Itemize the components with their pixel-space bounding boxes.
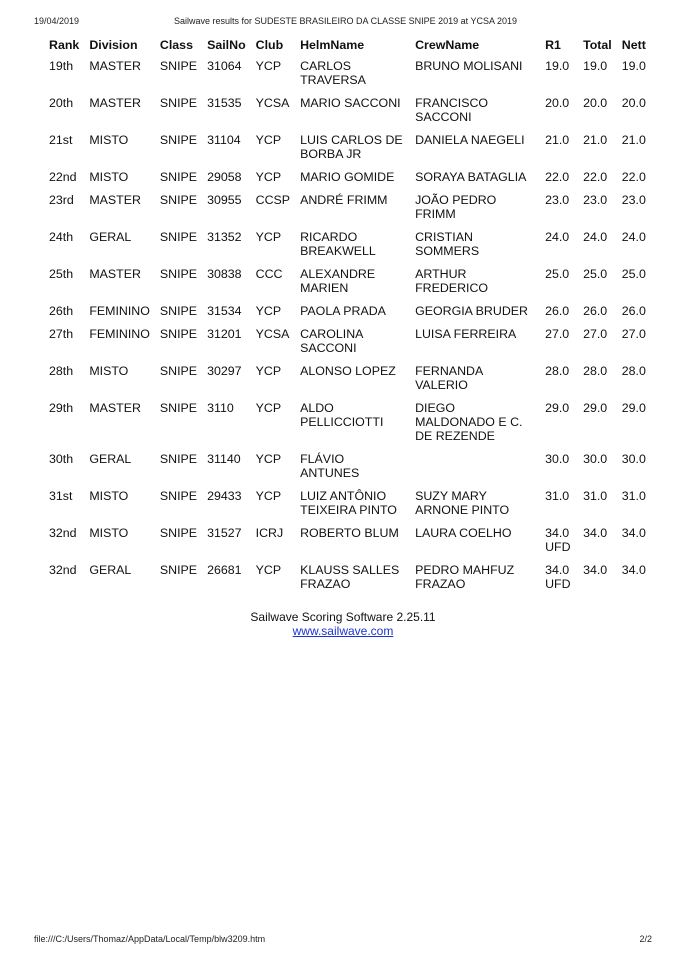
- cell-helm: ANDRÉ FRIMM: [300, 193, 388, 207]
- cell-club: YCP: [255, 452, 282, 466]
- table-row: [44, 525, 653, 562]
- cell-sailno: 30838: [207, 267, 242, 281]
- cell-class: SNIPE: [159, 452, 198, 466]
- cell-sailno: 31534: [207, 304, 242, 318]
- cell-nett: 29.0: [621, 401, 646, 415]
- cell-r1: 29.0: [545, 401, 570, 415]
- cell-nett: 23.0: [621, 193, 646, 207]
- table-row: [44, 192, 653, 229]
- cell-crew: LAURA COELHO: [415, 526, 512, 540]
- cell-division: MASTER: [89, 267, 141, 281]
- cell-nett: 26.0: [621, 304, 646, 318]
- cell-helm: FLÁVIO ANTUNES: [300, 452, 360, 480]
- cell-club: YCP: [255, 489, 282, 503]
- cell-r1: 34.0 UFD: [545, 563, 571, 591]
- cell-nett: 19.0: [621, 59, 646, 73]
- cell-division: MASTER: [89, 193, 141, 207]
- table-row: [44, 169, 653, 192]
- cell-r1: 23.0: [545, 193, 570, 207]
- cell-rank: 32nd: [49, 563, 77, 577]
- cell-helm: LUIZ ANTÔNIO TEIXEIRA PINTO: [300, 489, 397, 517]
- cell-nett: 20.0: [621, 96, 646, 110]
- column-header-helmname: HelmName: [300, 38, 365, 52]
- cell-r1: 26.0: [545, 304, 570, 318]
- column-header-division: Division: [89, 38, 138, 52]
- cell-crew: JOÃO PEDRO FRIMM: [415, 193, 497, 221]
- cell-total: 23.0: [583, 193, 608, 207]
- cell-club: YCP: [255, 364, 282, 378]
- cell-sailno: 31104: [207, 133, 241, 147]
- table-row: [44, 562, 653, 599]
- cell-division: MISTO: [89, 364, 129, 378]
- cell-helm: ALEXANDRE MARIEN: [300, 267, 376, 295]
- cell-sailno: 26681: [207, 563, 242, 577]
- cell-sailno: 31064: [207, 59, 242, 73]
- cell-class: SNIPE: [159, 364, 198, 378]
- column-header-sailno: SailNo: [207, 38, 246, 52]
- cell-club: ICRJ: [255, 526, 284, 540]
- cell-nett: 25.0: [621, 267, 646, 281]
- cell-r1: 30.0: [545, 452, 570, 466]
- cell-helm: PAOLA PRADA: [300, 304, 386, 318]
- cell-club: YCP: [255, 401, 282, 415]
- cell-class: SNIPE: [159, 193, 198, 207]
- cell-club: YCP: [255, 170, 282, 184]
- cell-division: MASTER: [89, 96, 141, 110]
- cell-division: MASTER: [89, 401, 141, 415]
- cell-total: 25.0: [583, 267, 608, 281]
- cell-total: 24.0: [583, 230, 608, 244]
- cell-crew: DANIELA NAEGELI: [415, 133, 525, 147]
- cell-total: 26.0: [583, 304, 608, 318]
- cell-r1: 27.0: [545, 327, 570, 341]
- cell-rank: 24th: [49, 230, 74, 244]
- table-row: [44, 326, 653, 363]
- cell-helm: MARIO GOMIDE: [300, 170, 395, 184]
- cell-division: MASTER: [89, 59, 141, 73]
- results-table: [44, 36, 653, 599]
- cell-nett: 21.0: [621, 133, 646, 147]
- cell-rank: 25th: [49, 267, 74, 281]
- cell-sailno: 31201: [207, 327, 242, 341]
- cell-crew: SORAYA BATAGLIA: [415, 170, 527, 184]
- cell-class: SNIPE: [159, 401, 198, 415]
- column-header-club: Club: [255, 38, 284, 52]
- cell-crew: LUISA FERREIRA: [415, 327, 517, 341]
- cell-nett: 28.0: [621, 364, 646, 378]
- page-number: 2/2: [639, 934, 652, 944]
- column-header-rank: Rank: [49, 38, 80, 52]
- cell-club: YCP: [255, 563, 282, 577]
- cell-class: SNIPE: [159, 230, 198, 244]
- cell-crew: CRISTIAN SOMMERS: [415, 230, 480, 258]
- table-row: [44, 266, 653, 303]
- cell-club: YCP: [255, 304, 282, 318]
- print-footer: [34, 934, 652, 944]
- cell-helm: CARLOS TRAVERSA: [300, 59, 366, 87]
- cell-rank: 29th: [49, 401, 74, 415]
- cell-r1: 21.0: [545, 133, 570, 147]
- cell-total: 27.0: [583, 327, 608, 341]
- cell-division: MISTO: [89, 526, 129, 540]
- cell-r1: 28.0: [545, 364, 570, 378]
- table-row: [44, 229, 653, 266]
- cell-class: SNIPE: [159, 59, 198, 73]
- cell-division: FEMININO: [89, 304, 150, 318]
- cell-r1: 24.0: [545, 230, 570, 244]
- cell-crew: DIEGO MALDONADO E C. DE REZENDE: [415, 401, 523, 443]
- cell-division: MISTO: [89, 133, 129, 147]
- cell-total: 34.0: [583, 526, 608, 540]
- table-row: [44, 303, 653, 326]
- cell-helm: ALONSO LOPEZ: [300, 364, 396, 378]
- cell-nett: 34.0: [621, 526, 646, 540]
- cell-club: CCSP: [255, 193, 291, 207]
- results-body: [44, 58, 653, 599]
- software-credit: Sailwave Scoring Software 2.25.11: [250, 610, 436, 624]
- cell-rank: 21st: [49, 133, 73, 147]
- cell-sailno: 30297: [207, 364, 242, 378]
- cell-rank: 22nd: [49, 170, 77, 184]
- cell-class: SNIPE: [159, 267, 198, 281]
- cell-r1: 34.0 UFD: [545, 526, 571, 554]
- cell-total: 22.0: [583, 170, 608, 184]
- cell-helm: ROBERTO BLUM: [300, 526, 399, 540]
- cell-nett: 27.0: [621, 327, 646, 341]
- cell-club: CCC: [255, 267, 283, 281]
- column-header-total: Total: [583, 38, 612, 52]
- cell-r1: 20.0: [545, 96, 570, 110]
- column-header-crewname: CrewName: [415, 38, 480, 52]
- cell-r1: 31.0: [545, 489, 570, 503]
- cell-crew: [410, 451, 540, 488]
- file-path: file:///C:/Users/Thomaz/AppData/Local/Temp/blw3209.htm: [34, 934, 266, 944]
- cell-total: 30.0: [583, 452, 608, 466]
- cell-club: YCP: [255, 59, 282, 73]
- cell-club: YCSA: [255, 327, 290, 341]
- cell-nett: 30.0: [621, 452, 646, 466]
- cell-class: SNIPE: [159, 489, 198, 503]
- cell-crew: BRUNO MOLISANI: [415, 59, 523, 73]
- cell-division: GERAL: [89, 230, 132, 244]
- cell-sailno: 30955: [207, 193, 242, 207]
- cell-division: GERAL: [89, 452, 132, 466]
- column-header-r1: R1: [545, 38, 561, 52]
- cell-class: SNIPE: [159, 563, 198, 577]
- cell-rank: 26th: [49, 304, 74, 318]
- sailwave-link[interactable]: www.sailwave.com: [292, 624, 394, 638]
- column-header-nett: Nett: [621, 38, 646, 52]
- cell-helm: MARIO SACCONI: [300, 96, 401, 110]
- cell-class: SNIPE: [159, 526, 198, 540]
- cell-rank: 19th: [49, 59, 74, 73]
- table-row: [44, 95, 653, 132]
- print-date: 19/04/2019: [34, 16, 80, 26]
- cell-crew: SUZY MARY ARNONE PINTO: [415, 489, 510, 517]
- cell-class: SNIPE: [159, 327, 198, 341]
- cell-division: MISTO: [89, 489, 129, 503]
- cell-sailno: 31352: [207, 230, 242, 244]
- cell-nett: 22.0: [621, 170, 646, 184]
- cell-sailno: 31140: [207, 452, 241, 466]
- cell-total: 21.0: [583, 133, 608, 147]
- cell-r1: 25.0: [545, 267, 570, 281]
- cell-rank: 28th: [49, 364, 74, 378]
- cell-total: 20.0: [583, 96, 608, 110]
- cell-nett: 31.0: [621, 489, 646, 503]
- cell-sailno: 29433: [207, 489, 242, 503]
- cell-club: YCP: [255, 230, 282, 244]
- table-row: [44, 451, 653, 488]
- cell-helm: LUIS CARLOS DE BORBA JR: [300, 133, 403, 161]
- cell-crew: ARTHUR FREDERICO: [415, 267, 489, 295]
- cell-helm: KLAUSS SALLES FRAZAO: [300, 563, 400, 591]
- cell-total: 28.0: [583, 364, 608, 378]
- cell-rank: 30th: [49, 452, 74, 466]
- cell-crew: GEORGIA BRUDER: [415, 304, 528, 318]
- print-header: [34, 16, 652, 26]
- cell-rank: 27th: [49, 327, 74, 341]
- cell-sailno: 29058: [207, 170, 242, 184]
- cell-club: YCP: [255, 133, 282, 147]
- table-row: [44, 58, 653, 95]
- cell-class: SNIPE: [159, 96, 198, 110]
- header-row: [44, 36, 653, 58]
- cell-r1: 22.0: [545, 170, 570, 184]
- table-row: [44, 132, 653, 169]
- cell-nett: 24.0: [621, 230, 646, 244]
- cell-crew: FERNANDA VALERIO: [415, 364, 483, 392]
- cell-rank: 23rd: [49, 193, 74, 207]
- cell-club: YCSA: [255, 96, 290, 110]
- cell-crew: PEDRO MAHFUZ FRAZAO: [415, 563, 515, 591]
- page-footer: [0, 610, 686, 638]
- cell-r1: 19.0: [545, 59, 570, 73]
- cell-total: 19.0: [583, 59, 608, 73]
- table-row: [44, 400, 653, 451]
- cell-total: 34.0: [583, 563, 608, 577]
- cell-rank: 32nd: [49, 526, 77, 540]
- cell-crew: FRANCISCO SACCONI: [415, 96, 489, 124]
- cell-helm: CAROLINA SACCONI: [300, 327, 363, 355]
- table-row: [44, 488, 653, 525]
- cell-sailno: 31535: [207, 96, 242, 110]
- cell-division: GERAL: [89, 563, 132, 577]
- print-title: Sailwave results for SUDESTE BRASILEIRO DA CLASSE SNIPE 2019 at YCSA 2019: [174, 16, 517, 26]
- cell-helm: ALDO PELLICCIOTTI: [300, 401, 384, 429]
- cell-helm: RICARDO BREAKWELL: [300, 230, 376, 258]
- cell-division: FEMININO: [89, 327, 150, 341]
- cell-sailno: 3110: [207, 401, 234, 415]
- cell-total: 29.0: [583, 401, 608, 415]
- cell-rank: 31st: [49, 489, 73, 503]
- cell-class: SNIPE: [159, 170, 198, 184]
- table-row: [44, 363, 653, 400]
- cell-rank: 20th: [49, 96, 74, 110]
- cell-sailno: 31527: [207, 526, 242, 540]
- column-header-class: Class: [159, 38, 193, 52]
- cell-division: MISTO: [89, 170, 129, 184]
- cell-total: 31.0: [583, 489, 608, 503]
- cell-nett: 34.0: [621, 563, 646, 577]
- cell-class: SNIPE: [159, 133, 198, 147]
- cell-class: SNIPE: [159, 304, 198, 318]
